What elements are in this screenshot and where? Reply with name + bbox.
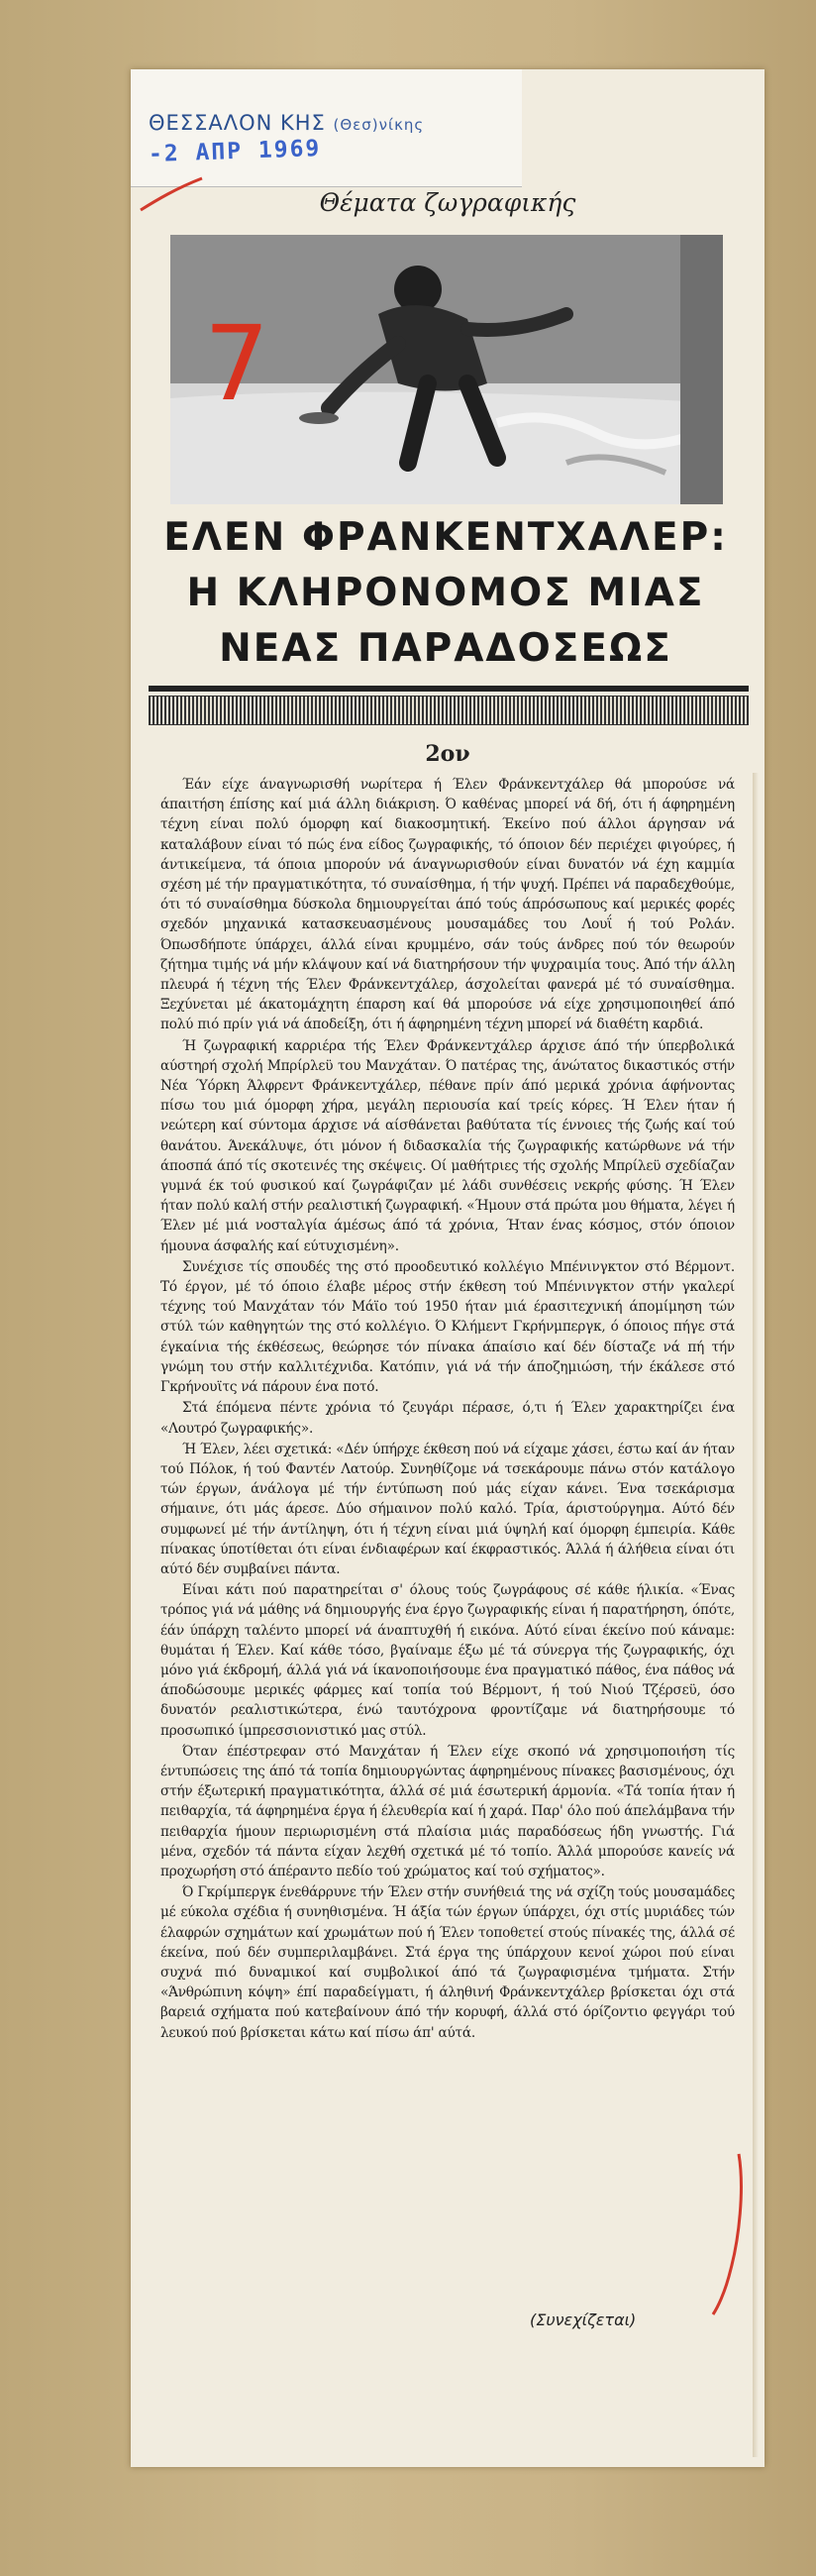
paragraph: Έάν είχε άναγνωρισθή νωρίτερα ή Έλεν Φράνκεντχάλερ θά μπορούσε νά άπαιτήση έπίσης καί μιά άλλη διάκριση. Ό καθένας μπορεί νά δή, ότι ή άφηρημένη τέχνη είναι πολύ όμορφη καί διακοσμητική. Έκείνο πού άλλοι άργησαν νά καταλάβουν είναι τό πώς ένα είδος ζωγραφικής, τό όποιον δέν περιέχει φιγούρες, ή άντικείμενα, τά όποια μπορούν νά άναγνωρισθούν είναι δυνατόν νά έχη καμμία σχέση μέ τήν πραγματικότητα, τό συναίσθημα, ή τήν ψυχή. Πρέπει νά παραδεχθούμε, ότι τό συναίσθημα δύσκολα δημιουργείται άπό τούς άπρόσωπους καί μερικές φορές σχεδόν μηχανικά κατασκευασμένους μουσαμάδες του Λουΐ ή τού Ρολάν. Όπωσδήποτε ύπάρχει, άλλά είναι κρυμμένο, σάν τούς άνδρες πού τόν θεωρούν ζήτημα τιμής νά μήν κλάψουν καί νά διατηρήσουν τήν ψυχραιμία τους. Άπό τήν άλλη πλευρά ή τέχνη τής Έλεν Φράνκεντχάλερ, άσχολείται φανερά μέ τό συναίσθημα. Ξεχύνεται μέ άκατομάχητη έπαρση καί θά μπορούσε νά είχε χρησιμοποιηθεί άπό πολύ πιό πρίν γιά νά άποδείξη, ότι ή άφηρημένη τέχνη μπορεί νά διαθέτη καρδιά. <box>160 777 735 1033</box>
headline-line-3: ΝΕΑΣ ΠΑΡΑΔΟΣΕΩΣ <box>219 626 672 671</box>
part-number: 2ον <box>425 741 470 767</box>
paragraph: Όταν έπέστρεφαν στό Μανχάταν ή Έλεν είχε σκοπό νά χρησιμοποιήση τίς έντυπώσεις της άπό τά τοπία δημιουργώντας άφηρημένους πίνακες βασισμένους, όχι στήν έξωτερική πραγματικότητα, άλλά σέ μιά έσωτερική άρμονία. «Τά τοπία ήταν ή πειθαρχία, τά άφηρημένα έργα ή έλευθερία καί ή χαρά. Παρ' όλο πού άπελάμβανα τήν πειθαρχία ήμουν περιωρισμένη στά πλαίσια μιάς παραδόσεως ήδη γνωστής. Γιά μένα, σχεδόν τά πάντα είχαν λεχθή σχετικά μέ τό τοπίο. Άλλά μπορούσε κανείς νά προχωρήση στό άπέραντο πεδίο τού χρώματος καί τού σχήματος». <box>160 1743 735 1879</box>
paragraph: Ή Έλεν, λέει σχετικά: «Δέν ύπήρχε έκθεση πού νά είχαμε χάσει, έστω καί άν ήταν τού Πόλοκ, ή τού Φαντέν Λατούρ. Συνηθίζομε νά τσεκάρουμε πάνω στόν κατάλογο τών έργων, άνάλογα μέ τήν έντύπωση πού μάς είχαν κάνει. Ένα τσεκάρισμα σήμαινε, ότι μάς άρεσε. Δύο σήμαινον πολύ καλό. Τρία, άριστούργημα. Αύτό δέν συμφωνεί μέ τήν άντίληψη, ότι ή τέχνη είναι μιά ύψηλή καί όμορφη έμπειρία. Κάθε πίνακας ύποτίθεται ότι είναι ένδιαφέρων καί έκφραστικός. Άλλά ή άλήθεια είναι ότι αύτό δέν συμβαίνει πάντα. <box>160 1441 735 1577</box>
hatched-band <box>149 696 749 725</box>
continued-note: (Συνεχίζεται) <box>530 2310 637 2329</box>
stamp-date: -2 ΑΠΡ 1969 <box>148 135 322 168</box>
section-heading: Θέματα ζωγραφικής <box>319 188 576 217</box>
red-number-mark <box>198 304 277 413</box>
paragraph: Ό Γκρίμπεργκ ένεθάρρυνε τήν Έλεν στήν συνήθειά της νά σχίζη τούς μουσαμάδες μέ εύκολα σχέδια ή συνηθισμένα. Ή άξία τών έργων ύπάρχει, όχι στίς μυριάδες τών έλαφρών σχημάτων καί χρωμάτων πού ή Έλεν τοποθετεί στούς πίνακές της, άλλά σέ έκείνα, πού δέν συμπεριλαμβάνει. Στά έργα της ύπάρχουν κενοί χώροι πού είναι συχνά πιό δυναμικοί καί συμβολικοί άπό τά ζωγραφισμένα τμήματα. Στήν «Άνθρώπινη κόψη» έπί παραδείγματι, ή άληθινή Φράνκεντχάλερ βρίσκεται όχι στά βαρειά σχήματα πού κατεβαίνουν άπό τήν κορυφή, άλλά στό όρίζοντιο φεγγάρι τού λευκού πού βρίσκεται κάτω καί πίσω άπ' αύτά. <box>160 1884 735 2041</box>
headline-rule <box>149 686 749 692</box>
newspaper-suffix: (Θεσ)νίκης <box>333 116 425 134</box>
paragraph: Ή ζωγραφική καρριέρα τής Έλεν Φράνκεντχάλερ άρχισε άπό τήν ύπερβολικά αύστηρή σχολή Μπρίρλεϋ του Μανχάταν. Ό πατέρας της, άνώτατος δικαστικός στήν Νέα Ύόρκη Άλφρεντ Φράνκεντχάλερ, πέθανε πρίν άπό μερικά χρόνια άφήνοντας πίσω του μιά όμορφη χήρα, μεγάλη περιουσία καί τρείς κόρες. Ή Έλεν ήταν ή νεώτερη καί σύντομα άρχισε νά αίσθάνεται βαθύτατα τίς έννοιες τής ζωής καί τού θανάτου. Άνεκάλυψε, ότι μόνον ή διδασκαλία τής ζωγραφικής κατώρθωνε νά τήν άποσπά άπό τίς σκοτεινές της σκέψεις. Οί μαθήτριες τής σχολής Μπρίλεϋ σχεδίαζαν γυμνά έκ τού φυσικού καί ζωγράφιζαν μέ λάδι συνθέσεις νεκρής φύσης. Ή Έλεν ήταν πολύ καλή στήν ρεαλιστική ζωγραφική. «Ήμουν στά πρώτα μου θήματα, λέγει ή Έλεν μέ μιά νοσταλγία άμέσως άπό τά χρόνια, Ήταν ένας κόσμος, στόν όποιον ήμουνα άσφαλής καί εύτυχισμένη». <box>160 1037 735 1254</box>
red-number: 7 <box>204 304 270 413</box>
article-body <box>160 775 735 2044</box>
headline-line-1: ΕΛΕΝ ΦΡΑΝΚΕΝΤΧΑΛΕΡ: <box>163 515 728 560</box>
paragraph: Είναι κάτι πού παρατηρείται σ' όλους τούς ζωγράφους σέ κάθε ήλικία. «Ένας τρόπος γιά νά μάθης νά δημιουργής ένα έργο ζωγραφικής είναι ή παρατήρηση, όπότε, έάν ύπάρχη ταλέντο μπορεί νά άναπτυχθή ή εικόνα. Αύτό είναι έκείνο πού κάναμε: θυμάται ή Έλεν. Καί κάθε τόσο, βγαίναμε έξω μέ τά σύνεργα τής ζωγραφικής, όχι μόνο γιά έκδρομή, άλλά γιά νά ίκανοποιήσουμε ένα πραγματικό πάθος, ένα πάθος νά άποδώσουμε μερικές φάρμες καί τοπία τού Βέρμοντ, ή τού Νιού Τζέρσεϋ, όσο δυνατόν ρεαλιστικώτερα, ένώ ταυτόχρονα φροντίζαμε νά διατηρήσουμε τό προσωπικό ίμπρεσσιονιστικό μας στύλ. <box>160 1582 735 1739</box>
headline-line-2: Η ΚΛΗΡΟΝΟΜΟΣ ΜΙΑΣ <box>186 571 705 615</box>
paragraph: Στά έπόμενα πέντε χρόνια τό ζευγάρι πέρασε, ό,τι ή Έλεν χαρακτηρίζει ένα «Λουτρό ζωγραφικής». <box>160 1400 735 1437</box>
page-edge <box>753 773 759 2457</box>
paragraph: Συνέχισε τίς σπουδές της στό προοδευτικό κολλέγιο Μπένινγκτον στό Βέρμοντ. Τό έργον, μέ τό όποιο έλαβε μέρος στήν έκθεση τού Μπένινγκτον στήν γκαλερί τέχνης τού Μανχάταν τόν Μάϊο τού 1950 ήταν μιά έρασιτεχνική άπομίμηση τών στύλ τών καθηγητών της στό κολλέγιο. Ό Κλήμεντ Γκρήνμπεργκ, ό όποιος πήγε στά έγκαίνια τής έκθέσεως, θεώρησε τόν πίνακα άπαίσιο καί δέν δίσταζε νά πή τήν γνώμη του στήν καλλιτέχνιδα. Κατόπιν, γιά νά τήν άποζημιώση, τήν έκάλεσε στό Γκρήνουϊτς νά πάρουν ένα ποτό. <box>160 1258 735 1396</box>
article-headline <box>139 510 753 677</box>
newspaper-title: ΘΕΣΣΑΛΟΝ ΚΗΣ <box>149 111 326 135</box>
newspaper-name <box>149 111 424 135</box>
article-photo <box>170 235 723 504</box>
red-margin-line-icon <box>709 2150 749 2318</box>
